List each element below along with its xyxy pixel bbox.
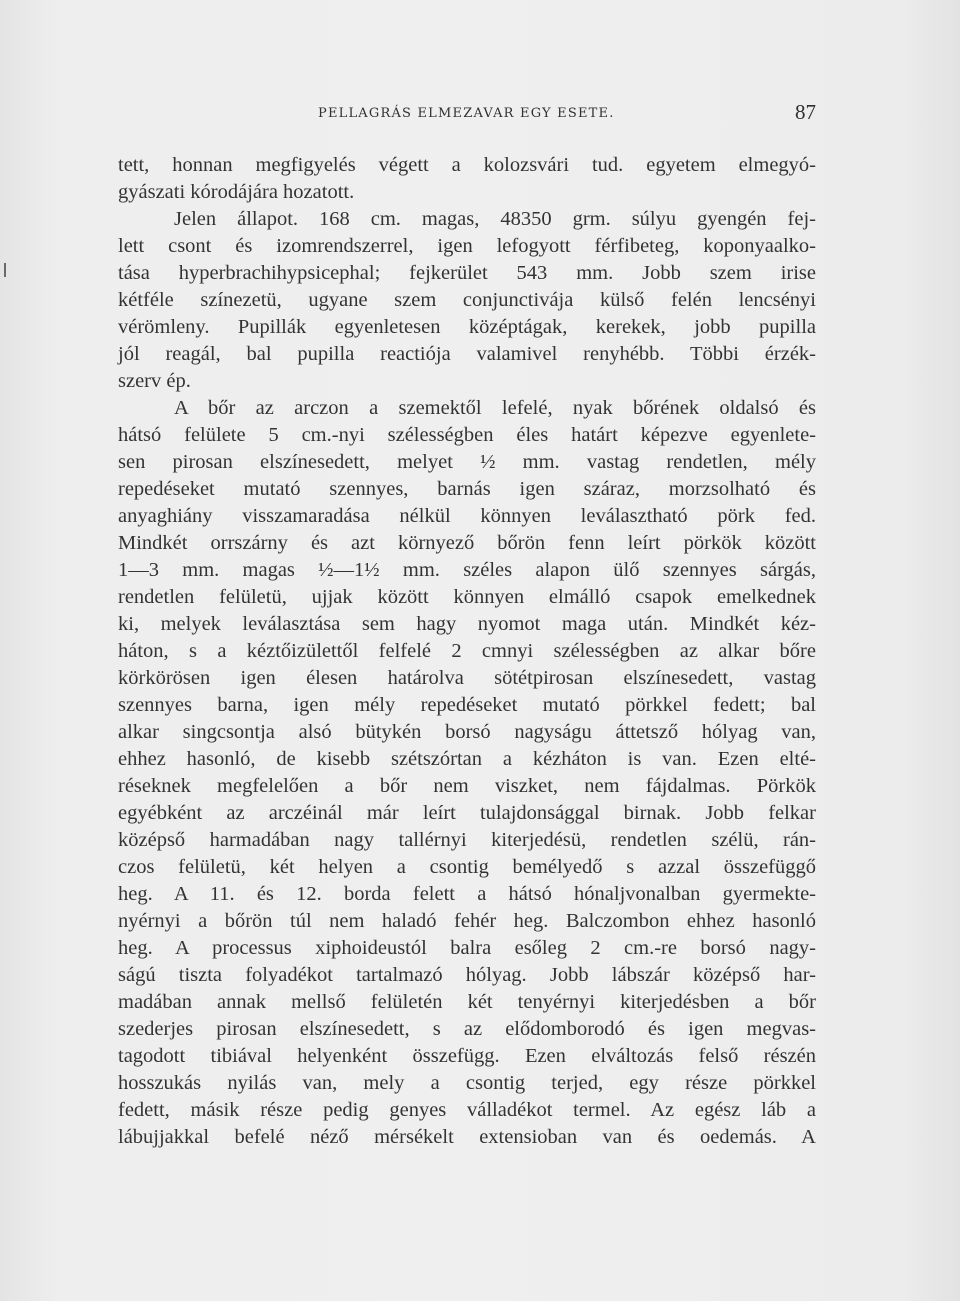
text-line: heg. A processus xiphoideustól balra esőleg 2 cm.-re borsó nagy-: [118, 937, 816, 959]
text-line: czos felületü, két helyen a csontig bemélyedő s azzal összefüggő: [118, 856, 816, 878]
text-line: szennyes barna, igen mély repedéseket mutató pörkkel fedett; bal: [118, 694, 816, 716]
text-line: ki, melyek leválasztása sem hagy nyomot maga után. Mindkét kéz-: [118, 613, 816, 635]
text-line: lábujjakkal befelé néző mérsékelt extensioban van és oedemás. A: [118, 1126, 816, 1148]
text-line: ehhez hasonló, de kisebb szétszórtan a kézháton is van. Ezen elté-: [118, 748, 816, 770]
text-line: 1—3 mm. magas ½—1½ mm. széles alapon ülő szennyes sárgás,: [118, 559, 816, 581]
text-line: kétféle színezetü, ugyane szem conjunctivája külső felén lencsényi: [118, 289, 816, 311]
text-line: heg. A 11. és 12. borda felett a hátsó hónaljvonalban gyermekte-: [118, 883, 816, 905]
text-line: madában annak mellső felületén két tenyérnyi kiterjedésben a bőr: [118, 991, 816, 1013]
text-line: vérömleny. Pupillák egyenletesen középtágak, kerekek, jobb pupilla: [118, 316, 816, 338]
page-number: 87: [795, 100, 816, 124]
text-line: rendetlen felületü, ujjak között könnyen elmálló csapok emelkednek: [118, 586, 816, 608]
margin-mark: [4, 263, 6, 277]
text-line: fedett, másik része pedig genyes válladékot termel. Az egész láb a: [118, 1099, 816, 1121]
text-line: egyébként az arczéinál már leírt tulajdonsággal birnak. Jobb felkar: [118, 802, 816, 824]
text-line: háton, s a kéztőizülettől felfelé 2 cmnyi szélességben az alkar bőre: [118, 640, 816, 662]
text-line: tett, honnan megfigyelés végett a kolozsvári tud. egyetem elmegyó-: [118, 154, 816, 176]
text-line: gyászati kórodájára hozatott.: [118, 181, 355, 203]
text-line: hosszukás nyilás van, mely a csontig terjed, egy része pörkkel: [118, 1072, 816, 1094]
text-line: körkörösen igen élesen határolva sötétpirosan elszínesedett, vastag: [118, 667, 816, 689]
text-line: A bőr az arczon a szemektől lefelé, nyak bőrének oldalsó és: [174, 397, 816, 419]
text-line: réseknek megfelelően a bőr nem viszket, nem fájdalmas. Pörkök: [118, 775, 816, 797]
text-line: középső harmadában nagy tallérnyi kiterjedésü, rendetlen szélü, rán-: [118, 829, 816, 851]
text-line: anyaghiány visszamaradása nélkül könnyen leválasztható pörk fed.: [118, 505, 816, 527]
text-line: tása hyperbrachihypsicephal; fejkerület 543 mm. Jobb szem irise: [118, 262, 816, 284]
text-line: ságú tiszta folyadékot tartalmazó hólyag. Jobb lábszár középső har-: [118, 964, 816, 986]
text-line: alkar singcsontja alsó bütykén borsó nagyságu áttetsző hólyag van,: [118, 721, 816, 743]
running-title: PELLAGRÁS ELMEZAVAR EGY ESETE.: [318, 106, 615, 121]
text-line: szederjes pirosan elszínesedett, s az elődomborodó és igen megvas-: [118, 1018, 816, 1040]
text-line: Mindkét orrszárny és azt környező bőrön fenn leírt pörkök között: [118, 532, 816, 554]
text-line: Jelen állapot. 168 cm. magas, 48350 grm. súlyu gyengén fej-: [174, 208, 816, 230]
text-line: jól reagál, bal pupilla reactiója valamivel renyhébb. Többi érzék-: [118, 343, 816, 365]
text-line: repedéseket mutató szennyes, barnás igen száraz, morzsolható és: [118, 478, 816, 500]
text-line: szerv ép.: [118, 370, 191, 392]
text-line: nyérnyi a bőrön túl nem haladó fehér heg. Balczombon ehhez hasonló: [118, 910, 816, 932]
text-line: sen pirosan elszínesedett, melyet ½ mm. vastag rendetlen, mély: [118, 451, 816, 473]
text-line: tagodott tibiával helyenként összefügg. Ezen elváltozás felső részén: [118, 1045, 816, 1067]
text-line: lett csont és izomrendszerrel, igen lefogyott férfibeteg, koponyaalko-: [118, 235, 816, 257]
body-text: [118, 152, 816, 1151]
text-line: hátsó felülete 5 cm.-nyi szélességben éles határt képezve egyenlete-: [118, 424, 816, 446]
running-header: [118, 100, 816, 130]
